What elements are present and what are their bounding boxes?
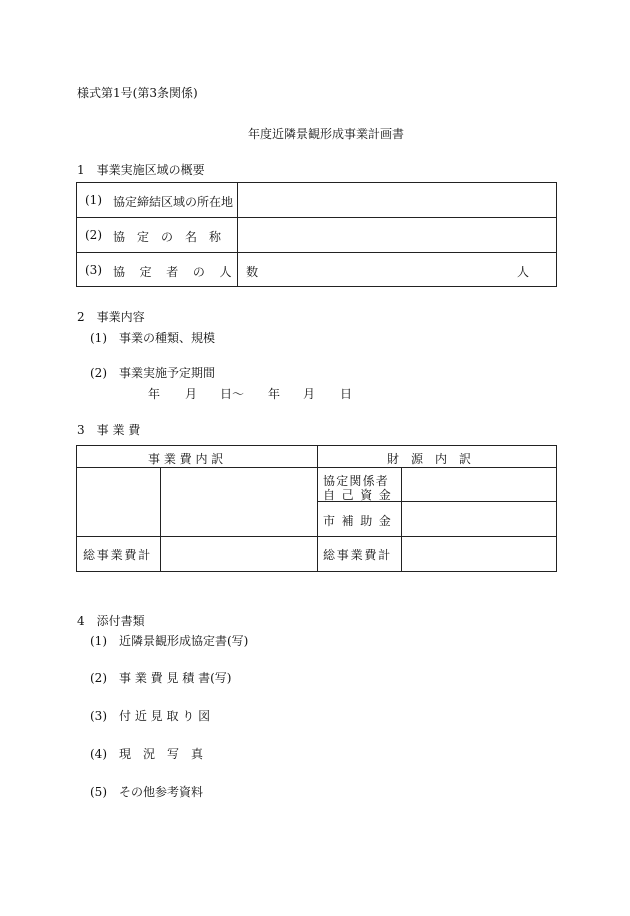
row2-num: (2) <box>85 228 102 242</box>
period-year1: 年 <box>148 387 161 401</box>
source-stakeholders-line2: 自己資金 <box>323 488 398 502</box>
row2-label: 協 定 の 名 称 <box>113 230 222 244</box>
row3-num: (3) <box>85 263 102 277</box>
section3-heading: 3 事 業 費 <box>77 423 141 437</box>
attachment-item-3: (3) 付 近 見 取 り 図 <box>90 709 211 723</box>
attachment-item-2: (2) 事 業 費 見 積 書(写) <box>90 671 232 685</box>
source-city-subsidy: 市補助金 <box>323 514 398 528</box>
period-day1: 日〜 <box>220 387 245 401</box>
section2-item1: (1) 事業の種類、規模 <box>90 331 215 345</box>
period-year2: 年 <box>268 387 281 401</box>
row3-value[interactable]: 人 <box>517 265 530 279</box>
section1-table <box>76 182 557 287</box>
document-title: 年度近隣景観形成事業計画書 <box>248 127 405 141</box>
row1-num: (1) <box>85 193 102 207</box>
attachment-item-1: (1) 近隣景観形成協定書(写) <box>90 634 249 648</box>
source-stakeholders-line1: 協定関係者 <box>323 474 390 488</box>
period-month1: 月 <box>185 387 198 401</box>
expense-breakdown-header: 事 業 費 内 訳 <box>148 452 224 466</box>
total-left-label: 総事業費計 <box>83 548 153 562</box>
section1-heading: 1 事業実施区域の概要 <box>77 163 205 177</box>
attachment-item-4: (4) 現 況 写 真 <box>90 747 203 761</box>
section4-heading: 4 添付書類 <box>77 614 145 628</box>
funding-breakdown-header: 財 源 内 訳 <box>387 452 472 466</box>
period-day2: 日 <box>340 387 353 401</box>
row1-label: 協定締結区域の所在地 <box>113 195 234 209</box>
section2-item2: (2) 事業実施予定期間 <box>90 366 215 380</box>
attachment-item-5: (5) その他参考資料 <box>90 785 203 799</box>
period-month2: 月 <box>303 387 316 401</box>
total-right-label: 総事業費計 <box>323 548 393 562</box>
section3-table <box>76 445 557 572</box>
section2-heading: 2 事業内容 <box>77 310 145 324</box>
form-number: 様式第1号(第3条関係) <box>77 86 198 100</box>
row3-label: 協 定 者 の 人 数 <box>113 265 264 279</box>
